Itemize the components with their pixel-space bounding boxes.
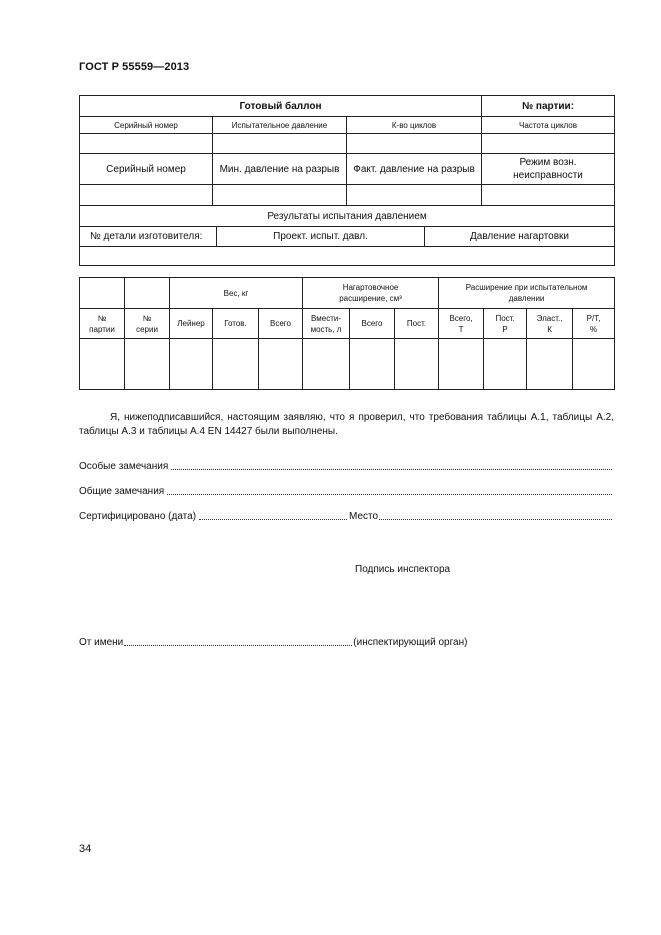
total-t-line-2: Т bbox=[458, 324, 464, 334]
permanent-p-column-header bbox=[484, 309, 527, 339]
capacity-entry[interactable] bbox=[303, 339, 350, 390]
total-weight-entry[interactable] bbox=[259, 339, 303, 390]
permanent-column-header: Пост. bbox=[395, 309, 439, 339]
finished-cylinder-form-table bbox=[79, 95, 615, 266]
min-burst-pressure-label: Мин. давление на разрыв bbox=[213, 154, 347, 185]
elastic-k-line-1: Эласт., bbox=[536, 313, 563, 323]
total-t-column-header bbox=[439, 309, 484, 339]
blank-header-cell-1 bbox=[80, 278, 125, 309]
place-field[interactable] bbox=[379, 510, 612, 520]
total-t-line-1: Всего, bbox=[449, 313, 473, 323]
batch-number-line-1: № bbox=[97, 313, 107, 323]
elastic-k-entry[interactable] bbox=[527, 339, 573, 390]
serial-number-label: Серийный номер bbox=[80, 154, 213, 185]
finished-column-header: Готов. bbox=[213, 309, 259, 339]
general-remarks-row bbox=[79, 483, 614, 497]
expansion-total-column-header: Всего bbox=[350, 309, 395, 339]
cycle-frequency-cell[interactable] bbox=[482, 134, 615, 154]
autofrettage-pressure-label: Давление нагартовки bbox=[425, 227, 615, 247]
expansion-total-entry[interactable] bbox=[350, 339, 395, 390]
weight-total-column-header: Всего bbox=[259, 309, 303, 339]
autofrettage-expansion-line-2: расширение, см³ bbox=[339, 294, 402, 303]
certified-date-label: Сертифицировано (дата) bbox=[79, 511, 197, 522]
inspection-body-field[interactable] bbox=[124, 636, 352, 646]
pt-ratio-line-2: % bbox=[589, 324, 598, 334]
pt-ratio-column-header bbox=[573, 309, 615, 339]
batch-number-line-2: партии bbox=[89, 324, 115, 334]
batch-number-heading: № партии: bbox=[482, 96, 615, 117]
place-label: Место bbox=[349, 511, 379, 522]
test-pressure-small-label: Испытательное давление bbox=[213, 117, 347, 134]
capacity-column-header bbox=[303, 309, 350, 339]
general-remarks-label: Общие замечания bbox=[79, 486, 165, 497]
series-number-column-header bbox=[125, 309, 170, 339]
special-remarks-row bbox=[79, 458, 614, 472]
empty-notes-row[interactable] bbox=[80, 247, 615, 266]
pt-ratio-entry[interactable] bbox=[573, 339, 615, 390]
liner-weight-entry[interactable] bbox=[170, 339, 213, 390]
serial-number-small-label: Серийный номер bbox=[80, 117, 213, 134]
pressure-test-results-heading: Результаты испытания давлением bbox=[80, 206, 615, 227]
manufacturer-part-number-label: № детали изготовителя: bbox=[80, 227, 217, 247]
failure-mode-label bbox=[482, 154, 615, 185]
test-expansion-line-1: Расширение при испытательном bbox=[465, 283, 588, 292]
test-expansion-line-2: давлении bbox=[508, 294, 545, 303]
elastic-k-line-2: К bbox=[547, 324, 552, 334]
weight-kg-heading: Вес, кг bbox=[170, 278, 303, 309]
table-row bbox=[80, 339, 615, 390]
permanent-expansion-entry[interactable] bbox=[395, 339, 439, 390]
certification-row bbox=[79, 508, 614, 522]
permanent-p-entry[interactable] bbox=[484, 339, 527, 390]
design-test-pressure-label: Проект. испыт. давл. bbox=[217, 227, 425, 247]
liner-column-header: Лейнер bbox=[170, 309, 213, 339]
series-number-line-2: серии bbox=[136, 324, 158, 334]
expansion-results-table bbox=[79, 277, 615, 390]
actual-burst-pressure-value-cell[interactable] bbox=[347, 185, 482, 206]
batch-number-entry[interactable] bbox=[80, 339, 125, 390]
series-number-entry[interactable] bbox=[125, 339, 170, 390]
failure-mode-value-cell[interactable] bbox=[482, 185, 615, 206]
capacity-line-1: Вмести- bbox=[311, 313, 342, 323]
series-number-line-1: № bbox=[142, 313, 152, 323]
page-number: 34 bbox=[79, 843, 92, 855]
inspector-statement bbox=[79, 411, 614, 439]
actual-burst-pressure-label: Факт. давление на разрыв bbox=[347, 154, 482, 185]
capacity-line-2: мость, л bbox=[310, 324, 342, 334]
general-remarks-field[interactable] bbox=[167, 485, 612, 495]
finished-weight-entry[interactable] bbox=[213, 339, 259, 390]
elastic-k-column-header bbox=[527, 309, 573, 339]
autofrettage-expansion-line-1: Нагартовочное bbox=[342, 283, 399, 292]
test-expansion-heading bbox=[439, 278, 615, 309]
pt-ratio-line-1: Р/Т, bbox=[586, 313, 601, 323]
serial-number-value-cell[interactable] bbox=[80, 185, 213, 206]
cycle-frequency-label: Частота циклов bbox=[482, 117, 615, 134]
blank-header-cell-2 bbox=[125, 278, 170, 309]
min-burst-pressure-value-cell[interactable] bbox=[213, 185, 347, 206]
permanent-p-line-2: Р bbox=[502, 324, 508, 334]
special-remarks-field[interactable] bbox=[171, 460, 612, 470]
autofrettage-expansion-heading bbox=[303, 278, 439, 309]
cycle-count-cell[interactable] bbox=[347, 134, 482, 154]
document-standard-header: ГОСТ Р 55559—2013 bbox=[79, 61, 190, 73]
statement-text: Я, нижеподписавшийся, настоящим заявляю, что я проверил, что требования таблицы А.1, таблицы А.2, таблицы А.3 и таблицы А.4 EN 14427 были выполнены. bbox=[79, 412, 614, 437]
permanent-p-line-1: Пост. bbox=[495, 313, 515, 323]
certified-date-field[interactable] bbox=[199, 510, 347, 520]
serial-number-cell[interactable] bbox=[80, 134, 213, 154]
finished-cylinder-heading: Готовый баллон bbox=[80, 96, 482, 117]
test-pressure-cell[interactable] bbox=[213, 134, 347, 154]
inspector-signature-label: Подпись инспектора bbox=[355, 564, 451, 575]
inspection-body-label: (инспектирующий орган) bbox=[353, 637, 468, 648]
cycle-count-label: К-во циклов bbox=[347, 117, 482, 134]
special-remarks-label: Особые замечания bbox=[79, 461, 169, 472]
failure-mode-line-1: Режим возн. bbox=[519, 157, 577, 168]
total-t-entry[interactable] bbox=[439, 339, 484, 390]
failure-mode-line-2: неисправности bbox=[513, 170, 583, 181]
on-behalf-of-row bbox=[79, 634, 614, 648]
batch-number-column-header bbox=[80, 309, 125, 339]
on-behalf-of-label: От имени bbox=[79, 637, 124, 648]
